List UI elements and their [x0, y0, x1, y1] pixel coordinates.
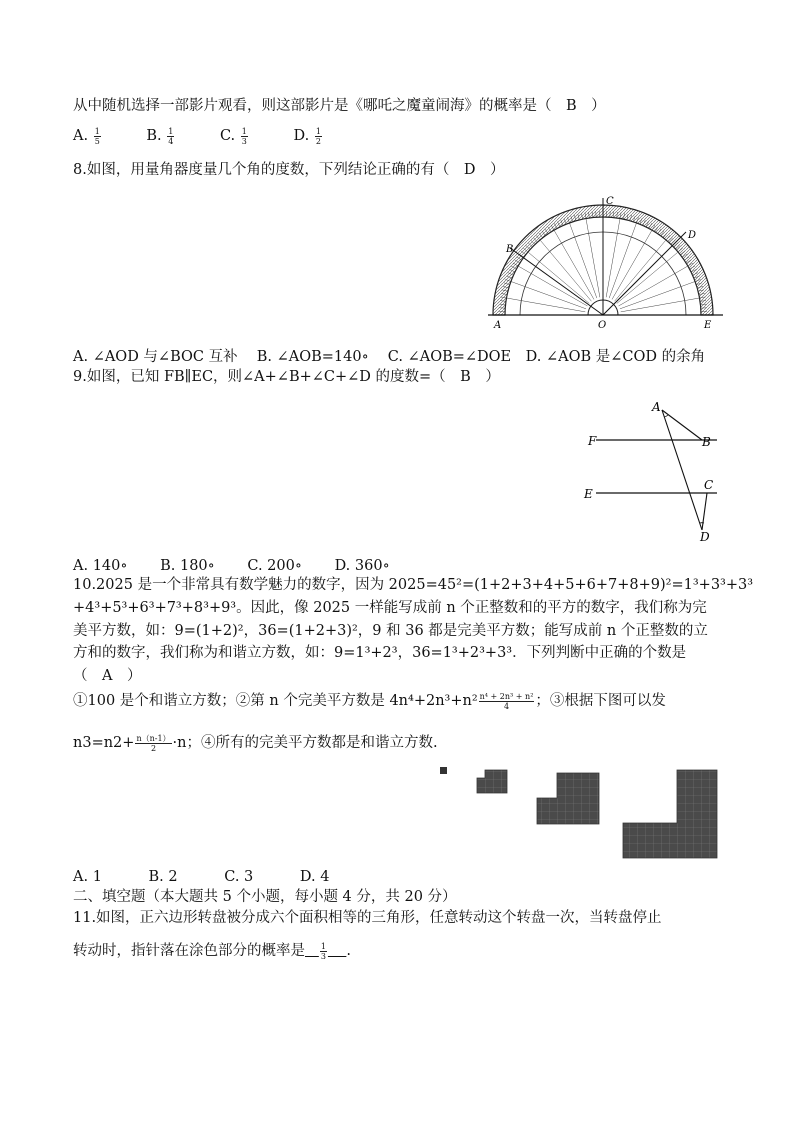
block-3: [537, 773, 599, 824]
q11-line2: 转动时，指针落在涂色部分的概率是 $\frac{1}{3}$ .: [73, 941, 351, 961]
protractor-spoke: [528, 252, 589, 303]
q9-stem: 9.如图，已知 FB∥EC，则∠A+∠B+∠C+∠D 的度数=（ B ）: [73, 369, 500, 385]
label-D: D: [688, 230, 697, 241]
q10-line4: 方和的数字，我们称为和谐立方数，如：9=1³+2³，36=1³+2³+3³．下列判断中正确的个数是: [73, 645, 687, 661]
protractor-spoke: [586, 218, 600, 297]
label-O: O: [598, 320, 607, 330]
section-2-heading: 二、填空题（本大题共 5 个小题，每小题 4 分，共 20 分）: [73, 889, 457, 905]
label-A: A: [652, 400, 661, 414]
segment-CD: [702, 493, 707, 530]
q10-option-a: A. 1: [73, 869, 102, 885]
label-E: E: [704, 320, 712, 330]
q10-option-b: B. 2: [148, 869, 178, 885]
protractor-spoke: [617, 252, 678, 303]
segment-AD: [662, 410, 702, 530]
label-A: A: [494, 320, 502, 330]
protractor-spoke: [619, 266, 688, 306]
q10-line5: （ A ）: [73, 668, 142, 684]
q7-options: [73, 126, 323, 146]
q7-option-b: B. $\frac{1}{4}$: [146, 126, 174, 146]
protractor-spoke: [621, 298, 700, 312]
q7-stem: 从中随机选择一部影片观看，则这部影片是《哪吒之魔童闹海》的概率是（ B ）: [73, 98, 606, 114]
protractor-spoke: [554, 230, 594, 299]
label-B: B: [506, 244, 514, 255]
label-B: B: [702, 435, 711, 449]
q11-line1: 11.如图，正六边形转盘被分成六个面积相等的三角形，任意转动这个转盘一次，当转盘停止: [73, 910, 662, 926]
block-1: [440, 767, 447, 774]
block-2: [477, 770, 507, 793]
protractor-spoke: [506, 298, 585, 312]
q10-line2: +4³+5³+6³+7³+8³+9³。因此，像 2025 一样能写成前 n 个正整数和的平方的数字，我们称为完: [73, 600, 707, 616]
protractor-spoke: [518, 266, 587, 306]
q10-option-c: C. 3: [224, 869, 254, 885]
q7-option-a: A. $\frac{1}{5}$: [73, 126, 100, 146]
q8-stem: 8.如图，用量角器度量几个角的度数，下列结论正确的有（ D ）: [73, 162, 505, 178]
protractor-spoke: [612, 230, 652, 299]
protractor-figure: [488, 190, 723, 330]
q9-options: [73, 556, 390, 576]
q10-statements-2: n3=n2+ $\frac{n(n‑1)}{2}$ ·n；④所有的完美平方数都是和谐立方数.: [73, 733, 438, 753]
q9-option-a: A. 140∘: [73, 558, 128, 574]
segment-AB: [662, 410, 702, 440]
q11-answer-blank: $\frac{1}{3}$: [320, 941, 326, 961]
q7-option-d: D. $\frac{1}{2}$: [293, 126, 321, 146]
parallel-lines-figure: [582, 395, 722, 545]
q8-options: A. ∠AOD 与∠BOC 互补 B. ∠AOB=140∘ C. ∠AOB=∠DOE D. ∠AOB 是∠COD 的余角: [73, 349, 706, 365]
protractor-spoke: [606, 218, 620, 297]
q7-option-c: C. $\frac{1}{3}$: [219, 126, 247, 146]
label-E: E: [584, 487, 593, 501]
q10-option-d: D. 4: [299, 869, 330, 885]
block-4: [623, 770, 717, 858]
q10-statements-1: ①100 是个和谐立方数；②第 n 个完美平方数是 4n⁴+2n³+n² $\frac{\text{n⁴ + 2n³ + n²}}{4}$ ；③根据下图可以发: [73, 691, 666, 711]
q10-line1: 10.2025 是一个非常具有数学魅力的数字，因为 2025=45²=(1+2+3+4+5+6+7+8+9)²=1³+3³+3³: [73, 577, 754, 593]
label-C: C: [704, 478, 714, 492]
label-C: C: [606, 196, 614, 207]
square-blocks-figure: [437, 763, 727, 861]
q10-options: [73, 867, 329, 887]
q9-option-b: B. 180∘: [160, 558, 215, 574]
label-F: F: [588, 434, 597, 448]
q10-line3: 美平方数，如：9=(1+2)²，36=(1+2+3)²，9 和 36 都是完美平方数；能写成前 n 个正整数的立: [73, 623, 708, 639]
ray-OB: [510, 248, 603, 315]
q9-option-c: C. 200∘: [247, 558, 302, 574]
protractor-spoke: [540, 240, 591, 301]
label-D: D: [700, 530, 710, 544]
q9-option-d: D. 360∘: [334, 558, 390, 574]
protractor-spoke: [615, 240, 666, 301]
